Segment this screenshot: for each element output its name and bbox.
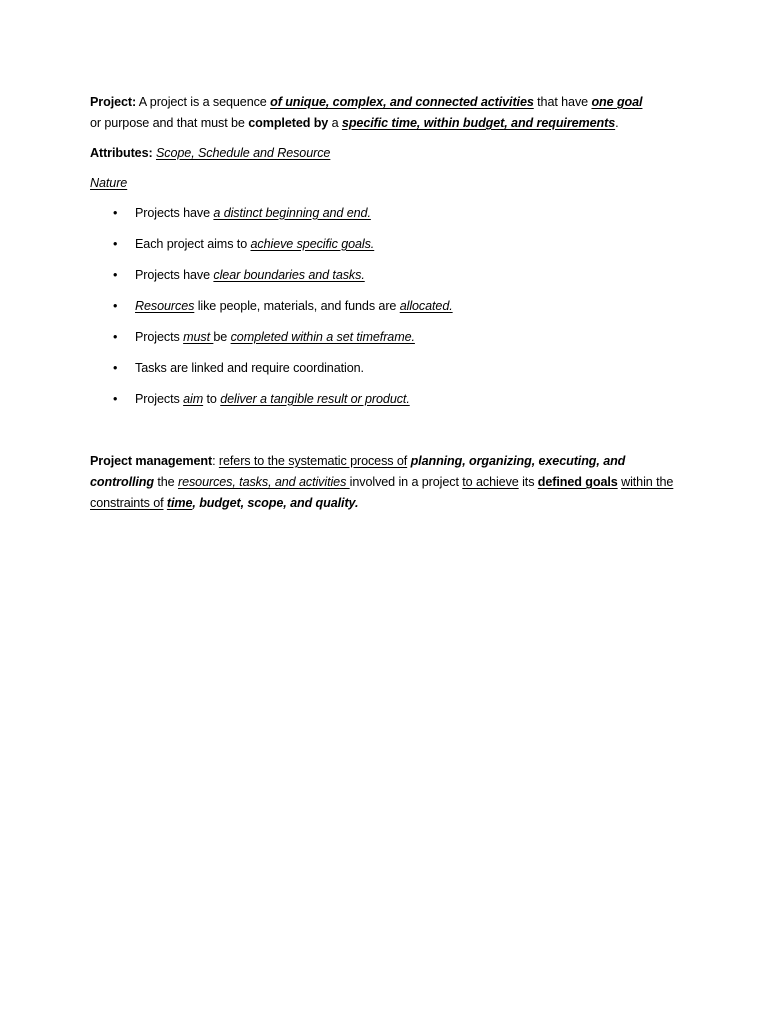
project-definition: Project: A project is a sequence of unique, complex, and connected activities that have one goal or purpose and that must be completed by a specific time, within budget, and requirements. <box>90 95 643 130</box>
nature-heading: Nature <box>90 176 128 190</box>
bullet-icon: • <box>113 237 118 251</box>
list-item: • Projects aim to deliver a tangible result or product. <box>90 389 686 410</box>
bullet-icon: • <box>113 361 118 375</box>
list-item: • Each project aims to achieve specific goals. <box>90 234 686 255</box>
list-item: • Tasks are linked and require coordination. <box>90 358 686 379</box>
attributes-line <box>90 143 686 164</box>
nature-list <box>90 203 686 410</box>
list-item: • Projects must be completed within a set timeframe. <box>90 327 686 348</box>
nature-heading-line <box>90 173 686 194</box>
pm-label: Project management <box>90 454 213 468</box>
bullet-icon: • <box>113 206 118 220</box>
attributes-label: Attributes: <box>90 146 153 160</box>
bullet-icon: • <box>113 330 118 344</box>
project-constraints: specific time, within budget, and requirements <box>341 116 616 130</box>
list-item: • Projects have a distinct beginning and end. <box>90 203 686 224</box>
document-page <box>90 92 686 514</box>
list-item: • Projects have clear boundaries and tasks. <box>90 265 686 286</box>
bullet-icon: • <box>113 268 118 282</box>
project-label: Project: <box>90 95 137 109</box>
project-one-goal: one goal <box>591 95 643 109</box>
attributes-value: Scope, Schedule and Resource <box>155 146 331 160</box>
project-completed-by: completed by <box>248 116 329 130</box>
bullet-icon: • <box>113 392 118 406</box>
project-activities: of unique, complex, and connected activities <box>270 95 534 109</box>
project-management-definition: Project management: refers to the systematic process of planning, organizing, executing, and controlling the resources, tasks, and activities involved in a project to achieve its defined goals within the constraints of time, budget, scope, and quality. <box>90 454 674 510</box>
bullet-icon: • <box>113 299 118 313</box>
list-item: • Resources like people, materials, and funds are allocated. <box>90 296 686 317</box>
